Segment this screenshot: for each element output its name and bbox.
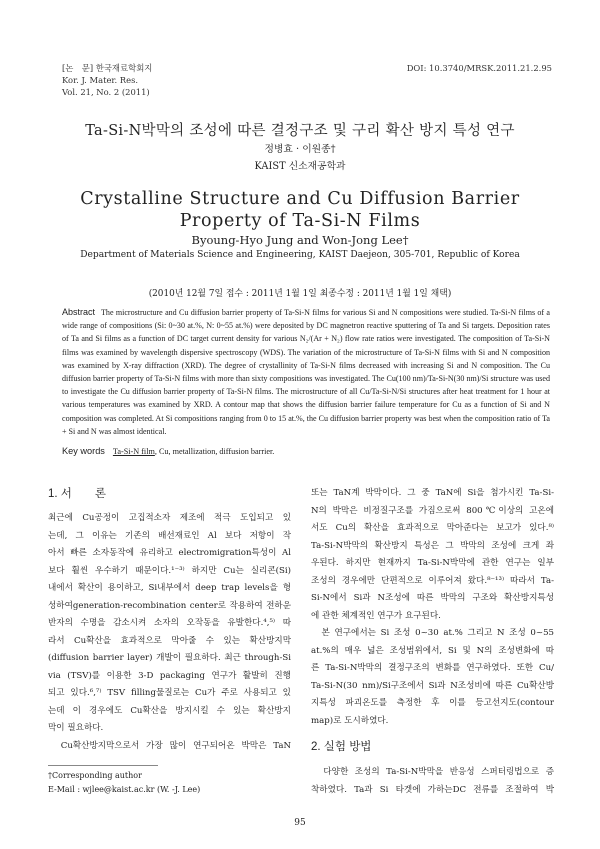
text-line: 다양한 조성의 Ta-Si-N박막을 반응성 스퍼터링법으로 증 xyxy=(311,767,554,777)
text-line: 되고 있다.⁶,⁷⁾ TSV filling물질로는 Cu가 주로 사용되고 있 xyxy=(48,688,291,698)
english-title-line: Property of Ta-Si-N Films xyxy=(179,211,421,231)
english-title-line: Crystalline Structure and Cu Diffusion Barrier xyxy=(80,189,520,209)
text-line: 서도 Cu의 확산을 효과적으로 막아준다는 보고가 있다.⁸⁾ xyxy=(311,523,554,533)
text-line: 는데 이 경우에도 Cu확산을 방지시킬 수 있는 확산방지 xyxy=(48,705,291,716)
text-line: Si-N에서 Si과 N조성에 따른 박막의 구조와 확산방지특성 xyxy=(311,593,554,603)
journal-line: Vol. 21, No. 2 (2011) xyxy=(62,87,150,97)
text-line: 성하여generation-recombination center로 작용하여 전하운 xyxy=(48,600,291,611)
text-line: 조성의 경우에만 단편적으로 이루어져 왔다.⁸⁻¹³⁾ 따라서 Ta- xyxy=(311,575,554,586)
keywords xyxy=(62,446,274,456)
text-line: 에 관한 체계적인 연구가 요구된다. xyxy=(311,610,441,621)
text-line: N의 박막은 비정질구조를 가짐으로써 800℃이상의 고온에 xyxy=(311,505,554,516)
korean-affiliation: KAIST 신소재공학과 xyxy=(254,161,346,172)
keywords-rest: , Cu, metallization, diffusion barrier. xyxy=(154,447,275,456)
corresponding-author: †Corresponding author xyxy=(48,771,142,780)
author-email: E-Mail : wjlee@kaist.ac.kr (W. -J. Lee) xyxy=(48,785,201,794)
text-line: 본 연구에서는 Si 조성 0~30 at.% 그리고 N 조성 0~55 xyxy=(311,628,554,638)
abstract xyxy=(62,306,550,438)
received-dates: (2010년 12월 7일 접수 : 2011년 1월 1일 최종수정 : 2011년 1월 1일 채택) xyxy=(148,289,452,299)
text-line: Ta-Si-N박막의 확산방지 특성은 그 박막의 조성에 크게 좌 xyxy=(311,540,554,551)
text-line: 는데, 그 이유는 기존의 배선재료인 Al 보다 저항이 작 xyxy=(48,530,291,541)
text-line: via (TSV)를 이용한 3-D packaging 연구가 활발히 진행 xyxy=(48,670,291,681)
doi: DOI: 10.3740/MRSK.2011.21.2.95 xyxy=(406,63,552,73)
korean-title: Ta-Si-N박막의 조성에 따른 결정구조 및 구리 확산 방지 특성 연구 xyxy=(85,123,515,139)
text-line: 른 Ta-Si-N박막의 결정구조의 변화를 연구하였다. 또한 Cu/ xyxy=(311,663,554,673)
text-line: 반자의 수명을 감소시켜 소자의 오작동을 유발한다.⁴,⁵⁾ 따 xyxy=(48,618,291,628)
section2-text xyxy=(311,764,554,799)
text-line: 우된다. 하지만 현재까지 Ta-Si-N박막에 관한 연구는 일부 xyxy=(311,558,554,568)
abstract-label: Abstract xyxy=(62,307,96,317)
english-title xyxy=(0,188,600,232)
right-column xyxy=(311,485,554,730)
footnote xyxy=(48,769,200,797)
text-line: 보다 훨씬 우수하기 때문이다.¹⁻³⁾ 하지만 Cu는 실리콘(Si) xyxy=(48,565,291,576)
keyword-link: Ta-Si-N film xyxy=(112,447,155,456)
text-line: 아서 빠른 소자동작에 유리하고 electromigration특성이 Al xyxy=(48,548,291,558)
keywords-label: Key words xyxy=(62,446,105,456)
text-line: Cu확산방지막으로서 가장 많이 연구되어온 박막은 TaN xyxy=(48,740,291,751)
english-affiliation: Department of Materials Science and Engineering, KAIST Daejeon, 305-701, Republic of Korea xyxy=(80,250,520,260)
text-line: 착하였다. Ta과 Si 타겟에 가하는DC 전류를 조절하여 박 xyxy=(311,784,554,795)
journal-info xyxy=(62,62,152,98)
left-column xyxy=(48,510,291,755)
journal-line: Kor. J. Mater. Res. xyxy=(62,75,139,85)
text-line: (diffusion barrier layer) 개발이 필요하다. 최근 through-Si xyxy=(48,653,291,663)
text-line: 또는 TaN계 박막이다. 그 중 TaN에 Si을 첨가시킨 Ta-Si- xyxy=(311,488,554,498)
text-line: Ta-Si-N(30 nm)/Si구조에서 Si과 N조성비에 따른 Cu확산방 xyxy=(311,680,554,691)
text-line: 최근에 Cu공정이 고집적소자 제조에 적극 도입되고 있 xyxy=(48,513,291,523)
journal-line: [논 문] 한국재료학회지 xyxy=(62,63,153,73)
text-line: 라서 Cu확산을 효과적으로 막아줄 수 있는 확산방지막 xyxy=(48,635,291,646)
text-line: 내에서 확산이 용이하고, Si내부에서 deep trap levels을 형 xyxy=(48,583,291,593)
text-line: at.%의 매우 넓은 조성범위에서, Si 및 N의 조성변화에 따 xyxy=(311,645,554,656)
text-line: 지특성 파괴온도를 측정한 후 이를 등고선지도(contour xyxy=(311,698,554,708)
text-line: 막이 필요하다. xyxy=(48,723,104,733)
section-heading: 1. 서 론 xyxy=(48,488,107,500)
section-heading: 2. 실험 방법 xyxy=(311,741,372,753)
page-number: 95 xyxy=(294,818,306,828)
english-authors: Byoung-Hyo Jung and Won-Jong Lee† xyxy=(191,233,409,247)
text-line: map)로 도시하였다. xyxy=(311,715,389,726)
korean-authors: 정병효 · 이원종† xyxy=(264,144,336,155)
abstract-text: The microstructure and Cu diffusion barrier property of Ta-Si-N films for various Si and N compositions were studied. Ta-Si-N films of a wide range of compositions (Si: 0~30 at.%, N: 0~55 at.%) were deposited by DC magnetron reactive sputtering of Ta and Si targets. Deposition rates of Ta and Si films as a function of DC target current density for various N₂/(Ar + N₂) flow rate ratios were investigated. The composition of Ta-Si-N films was examined by wavelength dispersive spectroscopy (WDS). The variation of the microstructure of Ta-Si-N films with Si and N composition was examined by X-ray diffraction (XRD). The degree of crystallinity of Ta-Si-N films decreased with increasing Si and N composition. The Cu diffusion barrier property of Ta-Si-N films with more than sixty compositions was investigated. The Cu(100 nm)/Ta-Si-N(30 nm)/Si structure was used to investigate the Cu diffusion barrier property of Ta-Si-N films. The microstructure of all Cu/Ta-Si-N/Si structures after heat treatment for 1 hour at various temperatures was examined by XRD. A contour map that shows the diffusion barrier failure temperature for Cu as a function of Si and N composition was completed. At Si compositions ranging from 0 to 15 at.%, the Cu diffusion barrier property was best when the composition ratio of Ta + Si and N was almost identical. xyxy=(62,308,550,436)
footnote-rule xyxy=(48,765,158,766)
